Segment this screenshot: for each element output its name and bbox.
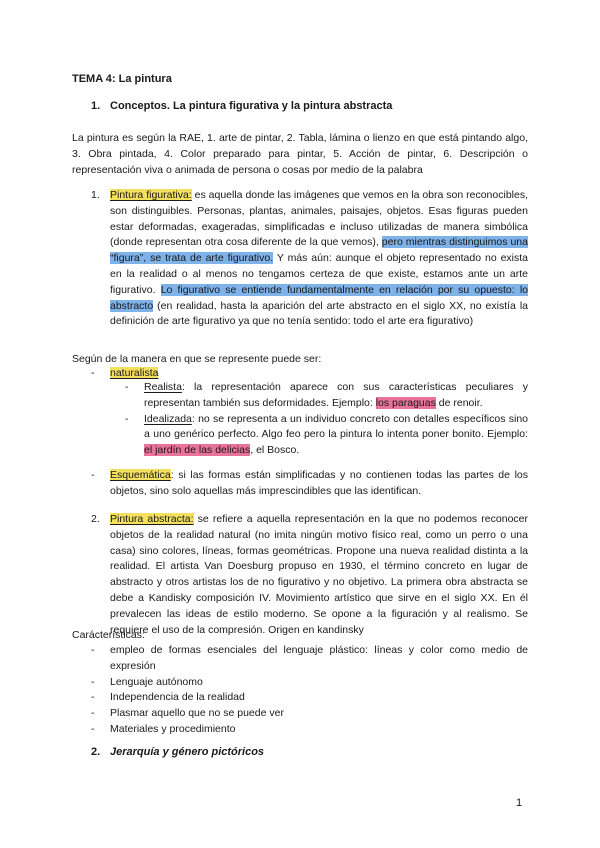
abstract-text-body: se refiere a aquella representación en la que no podemos reconocer objetos de la realidad natural (no imita ningún motivo físico real, como un perro o una casa) sino colores, líneas, formas geométricas. Propone una nueva realidad distinta a la realidad. El artista Van Doesburg propuso en 1930, el término concreto en lugar de abstracto y otros artistas los de no figurativo y no objetivo. La primera obra abstracta se debe a Kandisky composición IV. Movimiento artístico que sirve en el siglo XX. En él prevalecen las ideas de estilo moderno. Se opone a la figuración y al realismo. Se requiere el uso de la compresión. Origen en kandinsky <box>110 513 528 636</box>
realista-text: : la representación aparece con sus características peculiares y representan también sus deformidades. Ejemplo: <box>144 381 528 409</box>
realista-term: Realista <box>144 381 182 393</box>
figurative-term: Pintura figurativa: <box>110 189 192 201</box>
list-item: - empleo de formas esenciales del lenguaje plástico: líneas y color como medio de expresión <box>91 643 528 675</box>
document-title: TEMA 4: La pintura <box>72 73 172 85</box>
section-heading-2 <box>91 745 531 761</box>
highlight-opposite: Lo figurativo se entiende fundamentalmente en relación por su opuesto: lo abstracto <box>110 283 528 312</box>
figurative-text <box>110 188 528 330</box>
idealizada-term: Idealizada <box>144 412 192 425</box>
esquematica-text: : si las formas están simplificadas y no contienen todas las partes de los objetos, sino solo aquellas más imprescindibles que las identifican. <box>110 469 528 497</box>
idealizada-example: el jardín de las delicias <box>144 444 251 457</box>
classification-intro: Según de la manera en que se represente puede ser: <box>72 353 322 365</box>
naturalista-sublist <box>125 380 528 459</box>
list-item: - Lenguaje autónomo <box>91 675 528 691</box>
esquematica-list <box>91 468 528 500</box>
item-number: 2. <box>91 513 100 525</box>
realista-example: los paraguas <box>375 396 436 409</box>
figurative-text-a: es aquella donde las imágenes que vemos en la obra son reconocibles, son distinguibles. Personas, plantas, animales, paisajes, objetos. Esas figuras pueden estar deformadas, exageradas, simplificadas e incluso utilizadas de manera simbólica (donde representan otra cosa diferente de la que vemos), <box>110 189 528 249</box>
figurative-text-c: (en realidad, hasta la aparición del arte abstracto en el siglo XX, no existía la definición de arte figurativo ya que no tenía sentido: todo el arte era figurativo) <box>110 299 528 328</box>
list-item: - Plasmar aquello que no se puede ver <box>91 706 528 722</box>
abstract-term: Pintura abstracta: <box>110 513 194 525</box>
realista-after: de renoir. <box>435 396 483 409</box>
esquematica-term: Esquemática <box>110 469 171 481</box>
esquematica-item <box>91 468 528 500</box>
realista-item <box>125 380 528 412</box>
intro-paragraph: La pintura es según la RAE, 1. arte de pintar, 2. Tabla, lámina o lienzo en que está pintando algo, 3. Obra pintada, 4. Color preparado para pintar, 5. Acción de pintar, 6. Descripción o representación viva o animada de persona o cosas por medio de la palabra <box>72 132 528 176</box>
abstract-text <box>110 512 528 638</box>
section-heading-1 <box>91 99 531 115</box>
section-number: 2. <box>91 746 101 758</box>
list-item: - Independencia de la realidad <box>91 690 528 706</box>
figurative-text-b: Y más aún: aunque el objeto representado no exista en la realidad o al menos no tengamos certeza de que existe, estamos ante un arte figurativo. <box>110 252 529 296</box>
abstract-item <box>91 512 528 638</box>
list-item: - Materiales y procedimiento <box>91 722 528 738</box>
naturalista-term: naturalista <box>110 367 159 379</box>
section-title: Conceptos. La pintura figurativa y la pintura abstracta <box>110 100 393 112</box>
page-number: 1 <box>516 797 523 809</box>
figurative-item <box>91 188 528 330</box>
section-title: Jerarquía y género pictóricos <box>110 746 265 758</box>
idealizada-after: , el Bosco. <box>250 444 300 457</box>
characteristics-heading: Carácterísticas: <box>72 629 145 641</box>
idealizada-text: : no se representa a un individuo concreto con detalles específicos sino a uno genérico perfecto. Algo feo pero la pintura lo intenta poner bonito. Ejemplo: <box>144 412 528 441</box>
section-number: 1. <box>91 100 101 112</box>
item-number: 1. <box>91 189 100 201</box>
idealizada-item <box>125 412 528 459</box>
highlight-figure: pero mientras distinguimos una “figura”, se trata de arte figurativo. <box>110 236 528 265</box>
characteristics-list <box>91 643 528 738</box>
